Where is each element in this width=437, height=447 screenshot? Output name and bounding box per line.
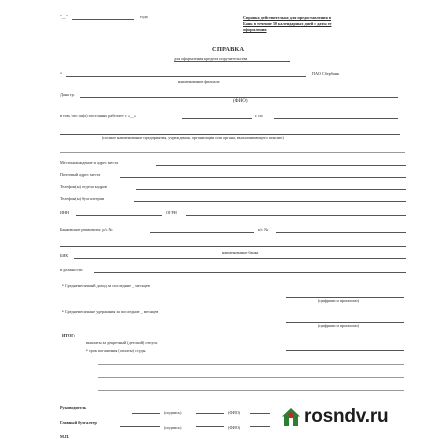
fio-caption: (ФИО) <box>233 99 248 104</box>
extra-line-3 <box>98 390 404 391</box>
field-hr-phone: Телефон(ы) отдела кадров <box>60 184 107 189</box>
field-acc-phone: Телефон(ы) бухгалтерии <box>60 196 105 201</box>
watermark-text: rosndv.ru <box>304 406 389 427</box>
position-line <box>94 272 406 273</box>
field-postal: Почтовый адрес места <box>60 172 101 177</box>
branch-caption: наименование филиала <box>178 79 220 84</box>
bank-caption: наименование банка <box>222 250 259 255</box>
avg-deductions-caption: (цифрами и прописью) <box>318 323 359 328</box>
year-short: г. по <box>255 113 263 118</box>
house-icon <box>281 407 301 427</box>
doc-subtitle: для оформления кредита поручительства <box>174 56 248 61</box>
accountant-label: Главный бухгалтер <box>60 420 97 425</box>
field-account-line <box>150 232 254 233</box>
extra-line-1 <box>98 364 404 365</box>
head-sig-line-a <box>132 413 160 414</box>
validity-note-line3: оформления <box>243 27 267 32</box>
bank-line <box>60 246 406 247</box>
field-corr-account-line <box>276 232 406 233</box>
avg-income-caption: (цифрами и прописью) <box>318 298 359 303</box>
doc-title: СПРАВКА <box>212 46 245 53</box>
acc-sig-caption: (подпись) <box>164 425 182 430</box>
year-suffix: года <box>140 14 148 19</box>
field-inn-line <box>76 215 162 216</box>
field-account: Банковские реквизиты: р/с № <box>60 227 113 232</box>
field-postal-line <box>120 177 406 178</box>
field-address: Местонахождение и адрес места <box>60 160 119 165</box>
total-label: ИТОГ: <box>62 333 76 338</box>
acc-sig-line-b <box>196 426 224 427</box>
validity-note-line2: Банк в течение 30 календарных дней с даты ее <box>243 21 332 26</box>
bik-label: БИК <box>60 253 69 258</box>
divider <box>60 152 405 153</box>
field-ogrn: ОГРН <box>166 210 177 215</box>
bik-line <box>74 258 406 259</box>
qty-mark: « <box>60 70 63 75</box>
maternity-note: выплаты за декретный (детский) отпуск <box>86 340 158 345</box>
validity-note-line1: Справка действительна для предоставления в <box>243 15 332 20</box>
branch-line <box>66 76 306 77</box>
subtitle-underline <box>174 61 290 62</box>
watermark <box>281 405 431 433</box>
head-sig-line-b <box>196 413 224 414</box>
org-caption: (полное наименование предприятия, учреждения, организации или органа, выплачивающего пенсию) <box>102 135 284 140</box>
issued-to-line <box>80 97 398 98</box>
acc-fio-caption: (ФИО) <box>228 425 241 430</box>
field-corr-account: к/с № <box>258 227 269 232</box>
employed-to-line <box>274 118 398 119</box>
field-address-line <box>156 165 406 166</box>
total-line <box>286 350 404 351</box>
issued-to-label: Дана гр. <box>60 92 75 97</box>
employed-from-line <box>182 118 252 119</box>
extra-line-2 <box>98 377 404 378</box>
field-ogrn-line <box>186 215 406 216</box>
field-acc-phone-line <box>134 201 406 202</box>
stamp-label: М.П. <box>60 434 70 439</box>
pao-sber: ПАО Сбербанк <box>312 71 340 76</box>
repayment-note: • срок погашения (оплаты) ссуды <box>86 348 146 354</box>
head-fio-line <box>250 413 270 414</box>
head-sig-caption: (подпись) <box>164 410 182 415</box>
acc-fio-line <box>250 426 270 427</box>
field-inn: ИНН <box>60 210 70 215</box>
head-fio-caption: (ФИО) <box>228 410 241 415</box>
employed-from: в том, что он(а) постоянно работает с «__» <box>60 113 137 118</box>
date-quote: "__" <box>60 14 68 19</box>
avg-income-label: • Среднемесячный доход за последние _ месяцев <box>62 283 150 289</box>
position-label: в должности <box>60 267 83 272</box>
date-line <box>72 19 134 20</box>
field-hr-phone-line <box>136 189 406 190</box>
head-label: Руководитель <box>60 405 87 410</box>
acc-sig-line-a <box>120 426 160 427</box>
avg-deductions-label: • Среднемесячные удержания за последние _ месяцев <box>62 309 159 315</box>
